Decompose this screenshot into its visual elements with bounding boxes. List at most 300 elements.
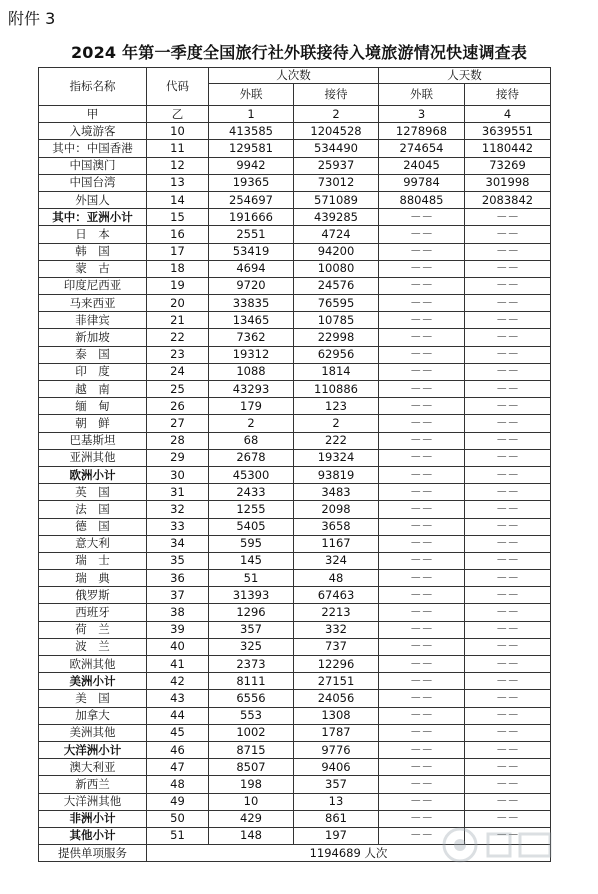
row-days-reception: －－ bbox=[465, 656, 551, 673]
row-times-outreach: 325 bbox=[209, 638, 294, 655]
row-times-reception: 4724 bbox=[294, 226, 379, 243]
row-days-reception: －－ bbox=[465, 724, 551, 741]
row-code: 48 bbox=[147, 776, 209, 793]
label-cell: 乙 bbox=[147, 106, 209, 123]
row-name: 其中：亚洲小计 bbox=[39, 209, 147, 226]
row-name: 意大利 bbox=[39, 535, 147, 552]
footer-label: 提供单项服务 bbox=[39, 845, 147, 862]
table-row bbox=[39, 312, 551, 329]
row-code: 13 bbox=[147, 174, 209, 191]
row-code: 11 bbox=[147, 140, 209, 157]
row-days-outreach: －－ bbox=[379, 243, 465, 260]
row-times-outreach: 553 bbox=[209, 707, 294, 724]
row-days-outreach: －－ bbox=[379, 707, 465, 724]
row-times-reception: 737 bbox=[294, 638, 379, 655]
row-times-reception: 1787 bbox=[294, 724, 379, 741]
row-name: 韩 国 bbox=[39, 243, 147, 260]
table-row bbox=[39, 621, 551, 638]
row-code: 51 bbox=[147, 827, 209, 844]
row-times-reception: 24576 bbox=[294, 277, 379, 294]
row-days-outreach: －－ bbox=[379, 277, 465, 294]
row-name: 印 度 bbox=[39, 363, 147, 380]
row-code: 44 bbox=[147, 707, 209, 724]
row-days-outreach: －－ bbox=[379, 501, 465, 518]
row-days-reception: －－ bbox=[465, 707, 551, 724]
row-name: 新加坡 bbox=[39, 329, 147, 346]
table-row bbox=[39, 346, 551, 363]
table-row bbox=[39, 295, 551, 312]
table-row bbox=[39, 484, 551, 501]
row-times-outreach: 31393 bbox=[209, 587, 294, 604]
row-days-reception: －－ bbox=[465, 741, 551, 758]
row-times-outreach: 1088 bbox=[209, 363, 294, 380]
table-row bbox=[39, 191, 551, 208]
table-row bbox=[39, 398, 551, 415]
row-times-reception: 24056 bbox=[294, 690, 379, 707]
row-times-reception: 93819 bbox=[294, 466, 379, 483]
row-days-reception: 301998 bbox=[465, 174, 551, 191]
row-times-reception: 439285 bbox=[294, 209, 379, 226]
row-times-outreach: 9942 bbox=[209, 157, 294, 174]
row-days-outreach: －－ bbox=[379, 484, 465, 501]
table-row bbox=[39, 604, 551, 621]
row-days-reception: －－ bbox=[465, 587, 551, 604]
row-times-outreach: 43293 bbox=[209, 381, 294, 398]
table-row bbox=[39, 209, 551, 226]
row-times-reception: 332 bbox=[294, 621, 379, 638]
table-row bbox=[39, 381, 551, 398]
row-days-reception: －－ bbox=[465, 209, 551, 226]
row-code: 36 bbox=[147, 570, 209, 587]
row-days-reception: －－ bbox=[465, 759, 551, 776]
row-code: 16 bbox=[147, 226, 209, 243]
row-times-outreach: 1002 bbox=[209, 724, 294, 741]
row-days-outreach: 1278968 bbox=[379, 123, 465, 140]
row-times-reception: 861 bbox=[294, 810, 379, 827]
row-times-outreach: 2373 bbox=[209, 656, 294, 673]
watermark-logo bbox=[440, 820, 560, 870]
header-person-times: 人次数 bbox=[209, 68, 379, 84]
row-times-outreach: 19312 bbox=[209, 346, 294, 363]
row-days-outreach: －－ bbox=[379, 656, 465, 673]
row-times-reception: 9406 bbox=[294, 759, 379, 776]
row-times-reception: 324 bbox=[294, 552, 379, 569]
row-times-reception: 357 bbox=[294, 776, 379, 793]
row-name: 德 国 bbox=[39, 518, 147, 535]
row-days-reception: －－ bbox=[465, 449, 551, 466]
row-days-reception: －－ bbox=[465, 381, 551, 398]
table-row bbox=[39, 277, 551, 294]
row-days-reception: －－ bbox=[465, 329, 551, 346]
row-name: 中国澳门 bbox=[39, 157, 147, 174]
row-times-outreach: 7362 bbox=[209, 329, 294, 346]
row-days-reception: －－ bbox=[465, 346, 551, 363]
row-days-outreach: －－ bbox=[379, 776, 465, 793]
table-row bbox=[39, 759, 551, 776]
row-days-reception: －－ bbox=[465, 690, 551, 707]
row-name: 日 本 bbox=[39, 226, 147, 243]
row-days-reception: －－ bbox=[465, 295, 551, 312]
row-code: 26 bbox=[147, 398, 209, 415]
header-row-top bbox=[39, 68, 551, 84]
row-days-outreach: －－ bbox=[379, 673, 465, 690]
row-days-reception: －－ bbox=[465, 827, 551, 844]
row-times-reception: 110886 bbox=[294, 381, 379, 398]
row-days-reception: 2083842 bbox=[465, 191, 551, 208]
table-row bbox=[39, 432, 551, 449]
header-days-reception: 接待 bbox=[465, 84, 551, 106]
row-times-reception: 197 bbox=[294, 827, 379, 844]
row-days-outreach: －－ bbox=[379, 381, 465, 398]
row-name: 非洲小计 bbox=[39, 810, 147, 827]
row-name: 新西兰 bbox=[39, 776, 147, 793]
table-row bbox=[39, 741, 551, 758]
row-name: 中国台湾 bbox=[39, 174, 147, 191]
row-code: 50 bbox=[147, 810, 209, 827]
row-times-reception: 19324 bbox=[294, 449, 379, 466]
annex-label: 附件 3 bbox=[8, 9, 56, 28]
row-days-reception: 73269 bbox=[465, 157, 551, 174]
row-code: 21 bbox=[147, 312, 209, 329]
row-name: 大洋洲其他 bbox=[39, 793, 147, 810]
row-days-outreach: －－ bbox=[379, 827, 465, 844]
row-days-reception: －－ bbox=[465, 243, 551, 260]
row-code: 37 bbox=[147, 587, 209, 604]
row-days-outreach: －－ bbox=[379, 724, 465, 741]
row-times-outreach: 1255 bbox=[209, 501, 294, 518]
row-code: 19 bbox=[147, 277, 209, 294]
row-times-reception: 67463 bbox=[294, 587, 379, 604]
row-times-outreach: 179 bbox=[209, 398, 294, 415]
row-days-outreach: －－ bbox=[379, 449, 465, 466]
row-code: 15 bbox=[147, 209, 209, 226]
row-code: 33 bbox=[147, 518, 209, 535]
row-times-outreach: 2 bbox=[209, 415, 294, 432]
row-times-outreach: 595 bbox=[209, 535, 294, 552]
table-row bbox=[39, 724, 551, 741]
row-code: 38 bbox=[147, 604, 209, 621]
row-times-outreach: 9720 bbox=[209, 277, 294, 294]
row-times-reception: 3483 bbox=[294, 484, 379, 501]
row-times-outreach: 51 bbox=[209, 570, 294, 587]
row-days-reception: －－ bbox=[465, 621, 551, 638]
row-name: 西班牙 bbox=[39, 604, 147, 621]
row-days-outreach: －－ bbox=[379, 260, 465, 277]
row-days-outreach: －－ bbox=[379, 587, 465, 604]
row-times-outreach: 4694 bbox=[209, 260, 294, 277]
row-days-outreach: －－ bbox=[379, 346, 465, 363]
header-times-reception: 接待 bbox=[294, 84, 379, 106]
table-row bbox=[39, 776, 551, 793]
row-times-reception: 48 bbox=[294, 570, 379, 587]
row-code: 47 bbox=[147, 759, 209, 776]
table-row bbox=[39, 793, 551, 810]
row-days-reception: －－ bbox=[465, 484, 551, 501]
row-name: 欧洲小计 bbox=[39, 466, 147, 483]
row-times-reception: 534490 bbox=[294, 140, 379, 157]
table-row bbox=[39, 226, 551, 243]
row-name: 蒙 古 bbox=[39, 260, 147, 277]
row-name: 入境游客 bbox=[39, 123, 147, 140]
row-times-reception: 76595 bbox=[294, 295, 379, 312]
footer-value: 1194689 人次 bbox=[147, 845, 551, 862]
row-days-reception: －－ bbox=[465, 793, 551, 810]
row-code: 31 bbox=[147, 484, 209, 501]
row-days-reception: －－ bbox=[465, 535, 551, 552]
table-row bbox=[39, 174, 551, 191]
row-times-reception: 3658 bbox=[294, 518, 379, 535]
row-days-reception: －－ bbox=[465, 518, 551, 535]
row-code: 20 bbox=[147, 295, 209, 312]
survey-table bbox=[38, 67, 551, 862]
row-name: 加拿大 bbox=[39, 707, 147, 724]
row-days-reception: －－ bbox=[465, 312, 551, 329]
row-name: 美洲小计 bbox=[39, 673, 147, 690]
header-days-outreach: 外联 bbox=[379, 84, 465, 106]
row-code: 34 bbox=[147, 535, 209, 552]
row-times-reception: 2213 bbox=[294, 604, 379, 621]
row-name: 澳大利亚 bbox=[39, 759, 147, 776]
row-code: 17 bbox=[147, 243, 209, 260]
table-row bbox=[39, 656, 551, 673]
row-days-reception: －－ bbox=[465, 570, 551, 587]
header-code: 代码 bbox=[147, 68, 209, 106]
row-days-outreach: －－ bbox=[379, 432, 465, 449]
row-code: 29 bbox=[147, 449, 209, 466]
row-name: 缅 甸 bbox=[39, 398, 147, 415]
row-code: 28 bbox=[147, 432, 209, 449]
row-name: 印度尼西亚 bbox=[39, 277, 147, 294]
label-row bbox=[39, 106, 551, 123]
row-name: 大洋洲小计 bbox=[39, 741, 147, 758]
table-row bbox=[39, 690, 551, 707]
row-days-outreach: －－ bbox=[379, 398, 465, 415]
row-days-reception: －－ bbox=[465, 810, 551, 827]
row-code: 18 bbox=[147, 260, 209, 277]
row-times-outreach: 13465 bbox=[209, 312, 294, 329]
row-times-outreach: 33835 bbox=[209, 295, 294, 312]
row-days-outreach: －－ bbox=[379, 690, 465, 707]
row-times-outreach: 6556 bbox=[209, 690, 294, 707]
row-name: 欧洲其他 bbox=[39, 656, 147, 673]
row-times-reception: 1204528 bbox=[294, 123, 379, 140]
row-times-outreach: 45300 bbox=[209, 466, 294, 483]
row-times-reception: 1308 bbox=[294, 707, 379, 724]
row-name: 朝 鲜 bbox=[39, 415, 147, 432]
row-days-outreach: －－ bbox=[379, 621, 465, 638]
row-name: 外国人 bbox=[39, 191, 147, 208]
table-row bbox=[39, 535, 551, 552]
header-indicator: 指标名称 bbox=[39, 68, 147, 106]
row-times-outreach: 413585 bbox=[209, 123, 294, 140]
row-times-reception: 12296 bbox=[294, 656, 379, 673]
row-code: 43 bbox=[147, 690, 209, 707]
row-days-reception: －－ bbox=[465, 776, 551, 793]
row-times-reception: 22998 bbox=[294, 329, 379, 346]
table-row bbox=[39, 587, 551, 604]
row-times-reception: 10080 bbox=[294, 260, 379, 277]
table-row bbox=[39, 518, 551, 535]
row-name: 瑞 典 bbox=[39, 570, 147, 587]
row-times-outreach: 429 bbox=[209, 810, 294, 827]
row-days-outreach: －－ bbox=[379, 793, 465, 810]
row-code: 10 bbox=[147, 123, 209, 140]
row-days-reception: －－ bbox=[465, 466, 551, 483]
label-cell: 1 bbox=[209, 106, 294, 123]
label-cell: 甲 bbox=[39, 106, 147, 123]
row-days-outreach: －－ bbox=[379, 741, 465, 758]
label-cell: 3 bbox=[379, 106, 465, 123]
row-times-outreach: 148 bbox=[209, 827, 294, 844]
row-days-outreach: －－ bbox=[379, 329, 465, 346]
row-days-outreach: －－ bbox=[379, 415, 465, 432]
row-code: 27 bbox=[147, 415, 209, 432]
row-times-outreach: 191666 bbox=[209, 209, 294, 226]
row-times-reception: 1814 bbox=[294, 363, 379, 380]
row-times-outreach: 2433 bbox=[209, 484, 294, 501]
table-row bbox=[39, 363, 551, 380]
row-times-outreach: 254697 bbox=[209, 191, 294, 208]
header-times-outreach: 外联 bbox=[209, 84, 294, 106]
table-row bbox=[39, 140, 551, 157]
row-name: 荷 兰 bbox=[39, 621, 147, 638]
row-days-reception: －－ bbox=[465, 501, 551, 518]
row-name: 瑞 士 bbox=[39, 552, 147, 569]
row-times-reception: 25937 bbox=[294, 157, 379, 174]
row-days-reception: －－ bbox=[465, 673, 551, 690]
row-times-outreach: 357 bbox=[209, 621, 294, 638]
row-code: 39 bbox=[147, 621, 209, 638]
row-days-reception: －－ bbox=[465, 226, 551, 243]
row-times-outreach: 1296 bbox=[209, 604, 294, 621]
row-days-outreach: －－ bbox=[379, 209, 465, 226]
row-days-reception: －－ bbox=[465, 638, 551, 655]
row-times-outreach: 8507 bbox=[209, 759, 294, 776]
row-times-outreach: 8715 bbox=[209, 741, 294, 758]
row-days-outreach: 99784 bbox=[379, 174, 465, 191]
table-row bbox=[39, 466, 551, 483]
row-times-outreach: 2551 bbox=[209, 226, 294, 243]
row-name: 越 南 bbox=[39, 381, 147, 398]
row-code: 30 bbox=[147, 466, 209, 483]
row-days-outreach: －－ bbox=[379, 295, 465, 312]
row-days-reception: －－ bbox=[465, 398, 551, 415]
row-name: 波 兰 bbox=[39, 638, 147, 655]
table-row bbox=[39, 243, 551, 260]
row-times-reception: 73012 bbox=[294, 174, 379, 191]
row-times-reception: 94200 bbox=[294, 243, 379, 260]
row-name: 其中：中国香港 bbox=[39, 140, 147, 157]
row-name: 其他小计 bbox=[39, 827, 147, 844]
row-days-outreach: －－ bbox=[379, 570, 465, 587]
row-times-reception: 9776 bbox=[294, 741, 379, 758]
row-name: 泰 国 bbox=[39, 346, 147, 363]
row-code: 23 bbox=[147, 346, 209, 363]
row-days-outreach: －－ bbox=[379, 759, 465, 776]
table-row bbox=[39, 707, 551, 724]
row-name: 法 国 bbox=[39, 501, 147, 518]
row-name: 马来西亚 bbox=[39, 295, 147, 312]
row-code: 12 bbox=[147, 157, 209, 174]
row-code: 40 bbox=[147, 638, 209, 655]
row-days-reception: －－ bbox=[465, 604, 551, 621]
row-name: 美洲其他 bbox=[39, 724, 147, 741]
row-name: 亚洲其他 bbox=[39, 449, 147, 466]
row-code: 25 bbox=[147, 381, 209, 398]
table-row bbox=[39, 415, 551, 432]
row-times-reception: 27151 bbox=[294, 673, 379, 690]
page-title: 2024 年第一季度全国旅行社外联接待入境旅游情况快速调查表 bbox=[70, 43, 528, 62]
row-days-outreach: －－ bbox=[379, 604, 465, 621]
row-times-reception: 2098 bbox=[294, 501, 379, 518]
row-code: 35 bbox=[147, 552, 209, 569]
row-code: 22 bbox=[147, 329, 209, 346]
row-times-outreach: 145 bbox=[209, 552, 294, 569]
row-days-reception: 3639551 bbox=[465, 123, 551, 140]
row-days-reception: －－ bbox=[465, 552, 551, 569]
row-days-outreach: －－ bbox=[379, 466, 465, 483]
row-code: 42 bbox=[147, 673, 209, 690]
row-name: 巴基斯坦 bbox=[39, 432, 147, 449]
row-times-outreach: 2678 bbox=[209, 449, 294, 466]
row-code: 46 bbox=[147, 741, 209, 758]
row-days-reception: －－ bbox=[465, 432, 551, 449]
row-times-outreach: 53419 bbox=[209, 243, 294, 260]
row-days-outreach: －－ bbox=[379, 552, 465, 569]
row-days-outreach: 24045 bbox=[379, 157, 465, 174]
table-row bbox=[39, 123, 551, 140]
row-days-reception: 1180442 bbox=[465, 140, 551, 157]
label-cell: 4 bbox=[465, 106, 551, 123]
row-days-outreach: －－ bbox=[379, 312, 465, 329]
table-row bbox=[39, 260, 551, 277]
row-code: 32 bbox=[147, 501, 209, 518]
row-times-outreach: 19365 bbox=[209, 174, 294, 191]
row-name: 俄罗斯 bbox=[39, 587, 147, 604]
row-days-reception: －－ bbox=[465, 363, 551, 380]
row-times-reception: 123 bbox=[294, 398, 379, 415]
row-name: 菲律宾 bbox=[39, 312, 147, 329]
row-days-reception: －－ bbox=[465, 277, 551, 294]
row-days-outreach: －－ bbox=[379, 535, 465, 552]
row-days-outreach: －－ bbox=[379, 363, 465, 380]
row-days-reception: －－ bbox=[465, 260, 551, 277]
row-times-outreach: 8111 bbox=[209, 673, 294, 690]
table-row bbox=[39, 501, 551, 518]
row-times-outreach: 10 bbox=[209, 793, 294, 810]
table-row bbox=[39, 638, 551, 655]
table-row bbox=[39, 570, 551, 587]
row-days-outreach: 274654 bbox=[379, 140, 465, 157]
row-days-outreach: －－ bbox=[379, 518, 465, 535]
table-row bbox=[39, 449, 551, 466]
row-times-reception: 222 bbox=[294, 432, 379, 449]
row-days-outreach: 880485 bbox=[379, 191, 465, 208]
row-name: 英 国 bbox=[39, 484, 147, 501]
row-code: 49 bbox=[147, 793, 209, 810]
row-code: 24 bbox=[147, 363, 209, 380]
row-times-outreach: 129581 bbox=[209, 140, 294, 157]
header-person-days: 人天数 bbox=[379, 68, 551, 84]
table-row bbox=[39, 329, 551, 346]
row-days-reception: －－ bbox=[465, 415, 551, 432]
row-times-reception: 571089 bbox=[294, 191, 379, 208]
row-times-outreach: 5405 bbox=[209, 518, 294, 535]
row-code: 41 bbox=[147, 656, 209, 673]
row-days-outreach: －－ bbox=[379, 638, 465, 655]
row-times-outreach: 198 bbox=[209, 776, 294, 793]
row-days-outreach: －－ bbox=[379, 810, 465, 827]
